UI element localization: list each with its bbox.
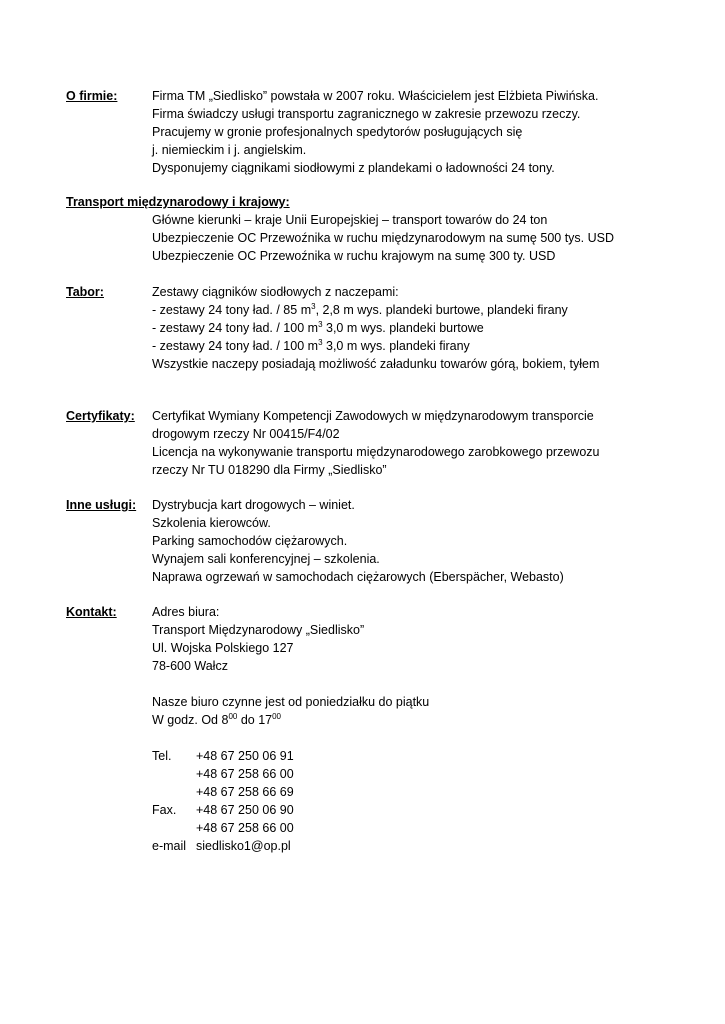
text-line: Dystrybucja kart drogowych – winiet. [152,498,355,512]
fax-key: Fax. [152,803,177,817]
section-label: Transport międzynarodowy i krajowy: [66,195,290,209]
fax-row [152,819,692,837]
phone-row [152,747,692,765]
text-line: Parking samochodów ciężarowych. [152,534,348,548]
text-line: Ubezpieczenie OC Przewoźnika w ruchu krajowym na sumę 300 ty. USD [152,249,556,263]
text-line: Szkolenia kierowców. [152,516,271,530]
text-line: Dysponujemy ciągnikami siodłowymi z plandekami o ładowności 24 tony. [152,161,555,175]
hours-line: Nasze biuro czynne jest od poniedziałku do piątku [152,695,430,709]
text-line: Firma świadczy usługi transportu zagranicznego w zakresie przewozu rzeczy. [152,107,581,121]
hours-line [152,711,692,729]
section-label: Certyfikaty: [66,409,135,423]
phone-number: +48 67 250 06 91 [196,749,294,763]
section-content [152,603,692,855]
email-key: e-mail [152,839,187,853]
section-content [152,496,692,586]
address-line: Adres biura: [152,605,220,619]
blank-line [152,729,692,747]
fax-number: +48 67 258 66 00 [196,821,294,835]
text-line: Główne kierunki – kraje Unii Europejskiej – transport towarów do 24 ton [152,213,548,227]
text-part: do 17 [237,713,273,727]
phone-row [152,783,692,801]
text-line [152,319,692,337]
address-line: Transport Międzynarodowy „Siedlisko” [152,623,365,637]
phone-row [152,765,692,783]
text-line: drogowym rzeczy Nr 00415/F4/02 [152,427,340,441]
section-label: Tabor: [66,285,104,299]
text-part: - zestawy 24 tony ład. / 100 m [152,321,319,335]
address-line: 78-600 Wałcz [152,659,228,673]
phone-number: +48 67 258 66 69 [196,785,294,799]
text-part: 3,0 m wys. plandeki firany [322,339,470,353]
text-line: Wszystkie naczepy posiadają możliwość załadunku towarów górą, bokiem, tyłem [152,357,600,371]
fax-row [152,801,692,819]
section-label: Inne usługi: [66,498,137,512]
text-part: - zestawy 24 tony ład. / 100 m [152,339,319,353]
superscript: 3 [318,337,323,347]
text-line: Zestawy ciągników siodłowych z naczepami: [152,285,399,299]
section-content [152,283,692,373]
text-line [152,337,692,355]
text-part: - zestawy 24 tony ład. / 85 m [152,303,312,317]
phone-number: +48 67 258 66 00 [196,767,294,781]
text-line: Ubezpieczenie OC Przewoźnika w ruchu międzynarodowym na sumę 500 tys. USD [152,231,614,245]
phone-key: Tel. [152,749,172,763]
fax-number: +48 67 250 06 90 [196,803,294,817]
text-line [152,301,692,319]
text-part: W godz. Od 8 [152,713,229,727]
blank-line [152,675,692,693]
email-address[interactable]: siedlisko1@op.pl [196,839,291,853]
section-content [152,211,692,265]
section-label: Kontakt: [66,605,117,619]
text-line: Pracujemy w gronie profesjonalnych spedytorów posługujących się [152,125,523,139]
text-line: rzeczy Nr TU 018290 dla Firmy „Siedlisko” [152,463,387,477]
text-line: Certyfikat Wymiany Kompetencji Zawodowych w międzynarodowym transporcie [152,409,594,423]
text-line: Firma TM „Siedlisko” powstała w 2007 roku. Właścicielem jest Elżbieta Piwińska. [152,89,599,103]
superscript: 3 [318,319,323,329]
superscript: 3 [311,301,316,311]
section-content [152,87,692,177]
email-row [152,837,692,855]
text-line: Naprawa ogrzewań w samochodach ciężarowych (Eberspächer, Webasto) [152,570,564,584]
superscript: 00 [272,711,282,721]
superscript: 00 [228,711,238,721]
address-line: Ul. Wojska Polskiego 127 [152,641,294,655]
text-line: j. niemieckim i j. angielskim. [152,143,307,157]
text-line: Wynajem sali konferencyjnej – szkolenia. [152,552,380,566]
text-part: , 2,8 m wys. plandeki burtowe, plandeki firany [315,303,568,317]
section-content [152,407,692,479]
text-part: 3,0 m wys. plandeki burtowe [322,321,484,335]
text-line: Licencja na wykonywanie transportu międzynarodowego zarobkowego przewozu [152,445,600,459]
section-label: O firmie: [66,89,118,103]
